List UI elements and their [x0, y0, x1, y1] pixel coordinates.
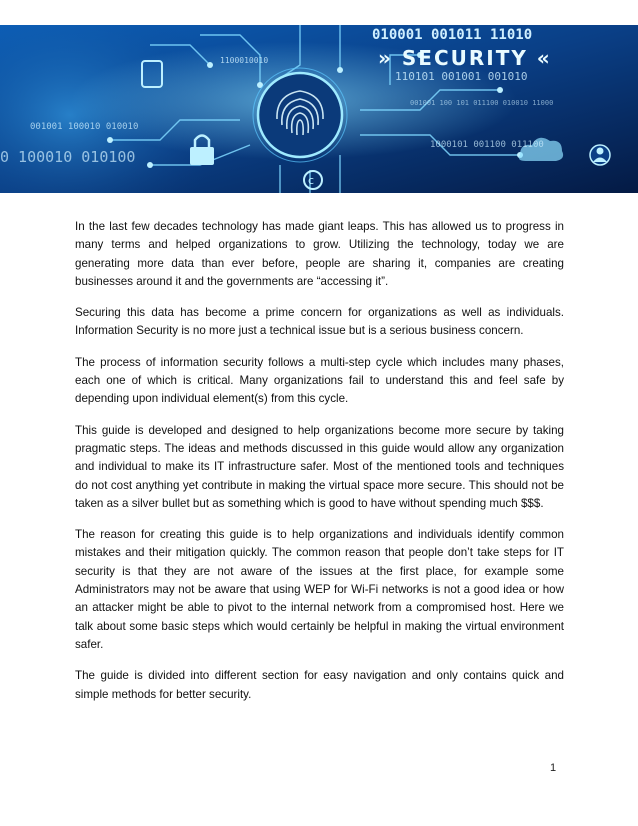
paragraph-1: In the last few decades technology has made giant leaps. This has allowed us to progress in many terms and helped organizations to grow. Utilizing the technology, today we are generating more data than ever before, people are sharing it, companies are creating businesses around it and the governments are “accessing it”.	[75, 220, 564, 288]
person-icon	[590, 145, 610, 165]
binary-text-4: 001001 100010 010010	[30, 122, 139, 132]
page-number: 1	[550, 762, 557, 774]
binary-text-3: 110101 001001 001010	[395, 70, 528, 83]
security-banner-image	[0, 25, 638, 193]
binary-text-2: 1100010010	[220, 56, 269, 65]
paragraph-6: The guide is divided into different section for easy navigation and only contains quick and simple methods for better security.	[75, 669, 564, 701]
security-title: » SECURITY «	[378, 46, 552, 70]
document-body	[75, 218, 564, 717]
paragraph-5: The reason for creating this guide is to help organizations and individuals identify common mistakes and their mitigation quickly. The common reason that people don’t take steps for IT security is that they are not aware of the issues at the first place, for example some Administrators may not be aware that using WEP for Wi-Fi networks is not a good idea or how an attacker might be able to pivot to the internal network from a compromised host. Here we talk about some basic steps which would certainly be helpful in making the virtual environment safer.	[75, 528, 564, 651]
binary-text-1: 010001 001011 11010	[372, 27, 533, 43]
paragraph-4: This guide is developed and designed to help organizations become more secure by taking pragmatic steps. The ideas and methods discussed in this guide would allow any organization and individual to make its IT infrastructure safer. Most of the mentioned tools and techniques do not cost anything yet contribute in making the virtual space more secure. This should not be taken as a silver bullet but as something which is good to have without spending much $$$.	[75, 423, 564, 510]
paragraph-2: Securing this data has become a prime concern for organizations as well as individuals. Information Security is no more just a technical issue but is a serious business concern.	[75, 306, 564, 338]
fingerprint-icon	[253, 68, 347, 162]
svg-text:c: c	[308, 174, 315, 187]
binary-text-6: 1000101 001100 011100	[430, 140, 544, 150]
binary-text-7: 001001 100 101 011100 010010 11000	[410, 99, 554, 107]
paragraph-3: The process of information security follows a multi-step cycle which includes many phases, each one of which is critical. Many organizations fail to understand this and feel safe by depending upon individual element(s) from this cycle.	[75, 355, 564, 406]
binary-text-5: 0 100010 010100	[0, 148, 136, 166]
